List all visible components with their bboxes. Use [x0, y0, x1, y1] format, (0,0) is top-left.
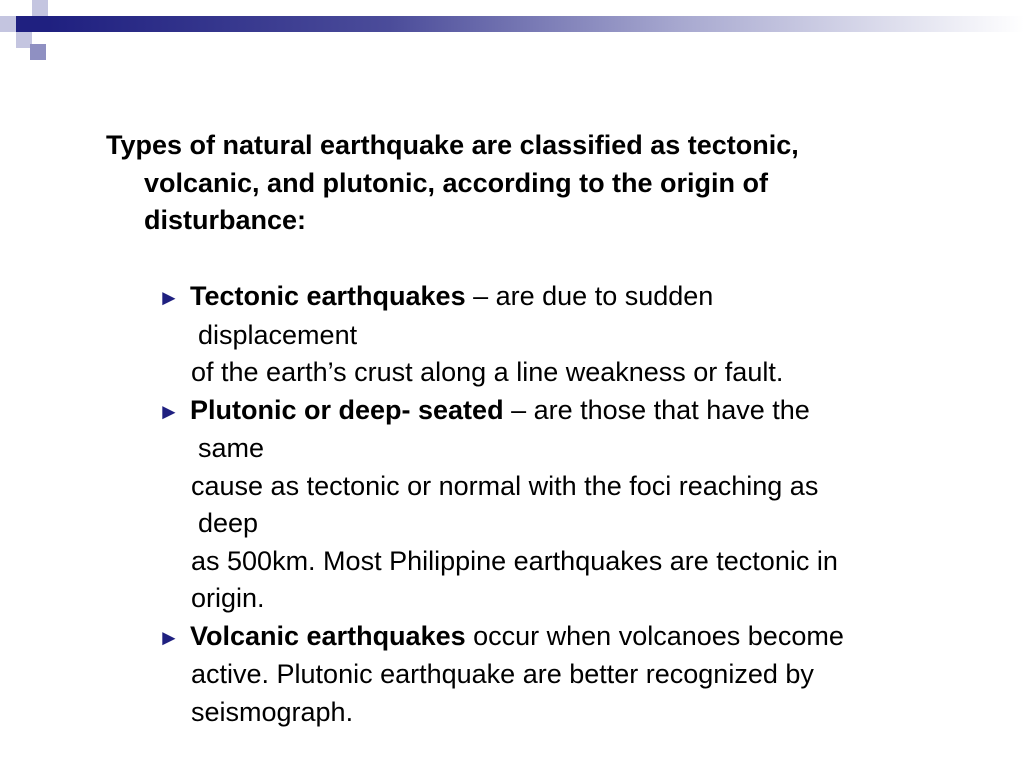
bullet-list [158, 278, 978, 731]
intro-line: volcanic, and plutonic, according to the origin of [144, 167, 769, 198]
arrow-right-icon: ► [158, 624, 180, 650]
bullet-item-plutonic [158, 392, 978, 431]
bullet-text: cause as tectonic or normal with the foci reaching as [191, 470, 819, 501]
bullet-term: Volcanic earthquakes [190, 620, 466, 651]
bullet-term: Tectonic earthquakes [190, 281, 466, 311]
arrow-right-icon: ► [158, 285, 180, 310]
bullet-text: same [198, 433, 265, 463]
intro-line: Types of natural earthquake are classified as tectonic, [106, 130, 799, 160]
bullet-term: Plutonic or deep- seated [190, 394, 504, 425]
bullet-text: active. Plutonic earthquake are better recognized by [191, 659, 814, 689]
bullet-item-tectonic [158, 278, 978, 317]
bullet-text: as 500km. Most Philippine earthquakes are tectonic in [191, 545, 838, 576]
bullet-text: occur when volcanoes become [465, 620, 844, 651]
bullet-text: – are due to sudden [465, 281, 714, 311]
bullet-item-volcanic [158, 618, 978, 657]
bullet-text: origin. [191, 583, 265, 613]
bullet-text: displacement [198, 319, 358, 350]
arrow-right-icon: ► [158, 398, 180, 424]
intro-paragraph [106, 127, 966, 240]
bullet-text: seismograph. [191, 696, 354, 727]
bullet-text: deep [198, 508, 259, 538]
intro-line: disturbance: [144, 205, 307, 235]
bullet-text: of the earth’s crust along a line weakness or fault. [191, 357, 784, 387]
bullet-text: – are those that have the [503, 394, 810, 425]
